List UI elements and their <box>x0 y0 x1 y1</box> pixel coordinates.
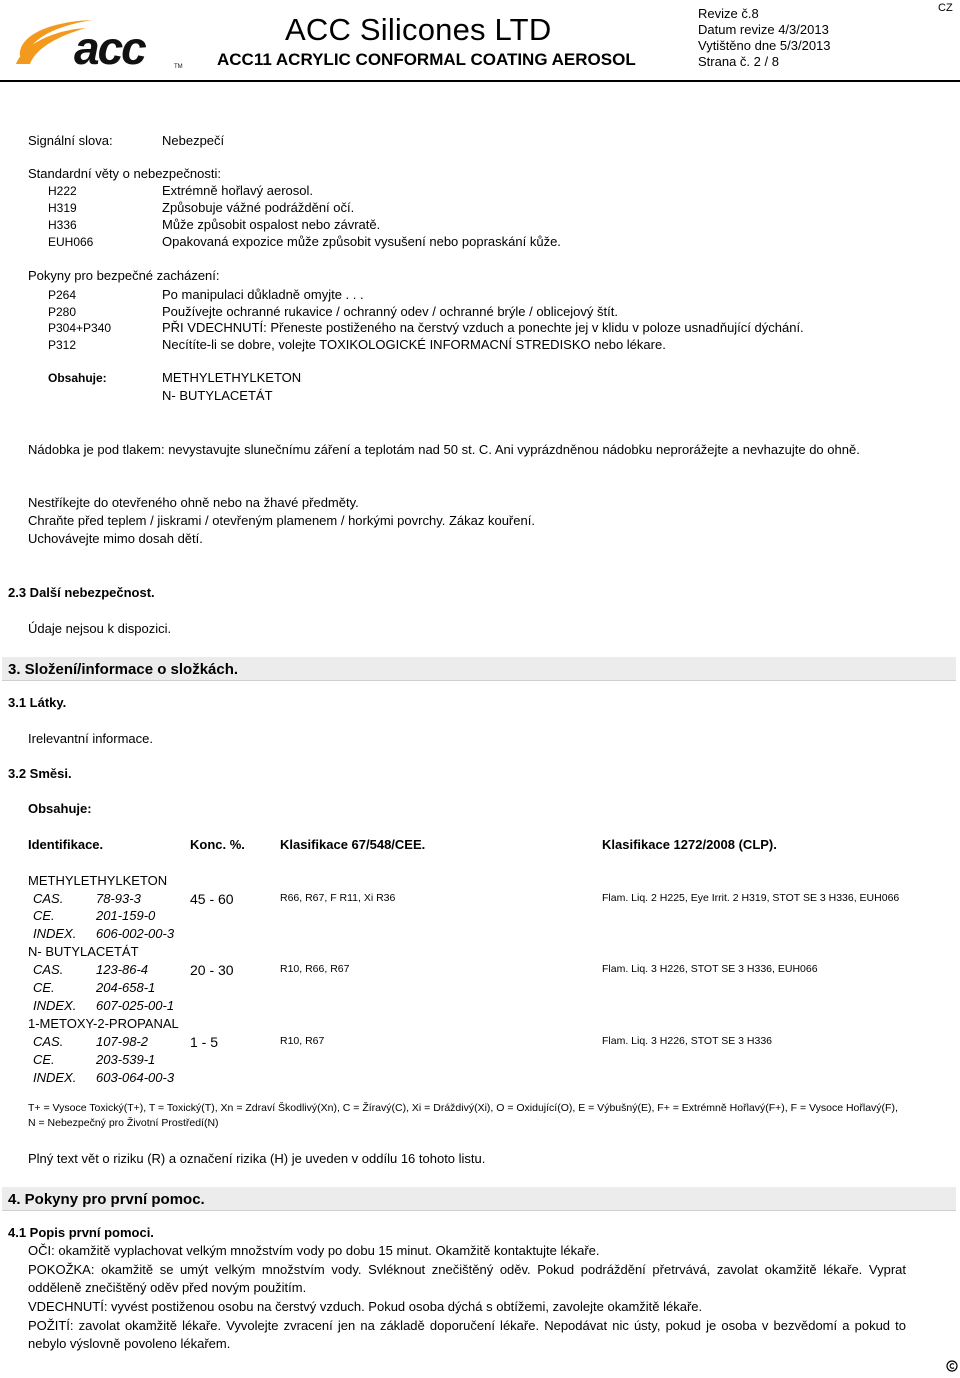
section-4-bar <box>2 1187 956 1211</box>
ce-number: 203-539-1 <box>96 1052 156 1067</box>
hazard-text: Způsobuje vážné podráždění očí. <box>162 200 355 215</box>
classification-clp: Flam. Liq. 3 H226, STOT SE 3 H336 <box>602 1035 773 1047</box>
section-3-title: 3. Složení/informace o složkách. <box>8 661 239 678</box>
hazard-code: H336 <box>48 218 77 232</box>
mixture-contains-label: Obsahuje: <box>28 801 92 816</box>
index-number: 607-025-00-1 <box>96 998 175 1013</box>
precaution-code: P264 <box>48 288 77 302</box>
table-header-clp: Klasifikace 1272/2008 (CLP). <box>602 837 777 852</box>
precaution-text: Necítíte-li se dobre, volejte TOXIKOLOGICKÉ INFORMACNÍ STREDISKO nebo lékare. <box>162 337 666 352</box>
svg-text:TM: TM <box>174 64 183 70</box>
substance-name: N- BUTYLACETÁT <box>28 944 139 959</box>
first-aid-skin: POKOŽKA: okamžitě se umýt velkým množstvím vody. Svléknout znečištěný oděv. Pokud podráždění přetrvává, zavolat okamžitě lékaře. Vyprat odděleně znečištěný oděv před novým použitím. <box>28 1262 906 1295</box>
hazard-heading: Standardní věty o nebezpečnosti: <box>28 166 221 181</box>
classification-clp: Flam. Liq. 2 H225, Eye Irrit. 2 H319, STOT SE 3 H336, EUH066 <box>602 892 900 904</box>
section-3-2-title: 3.2 Směsi. <box>8 766 72 781</box>
concentration: 20 - 30 <box>190 962 234 978</box>
classification-dsd: R10, R66, R67 <box>280 963 350 975</box>
concentration: 45 - 60 <box>190 891 234 907</box>
copyright-icon <box>946 1360 958 1372</box>
index-label: INDEX. <box>33 926 77 941</box>
classification-dsd: R10, R67 <box>280 1035 325 1047</box>
table-header-dsd: Klasifikace 67/548/CEE. <box>280 837 426 852</box>
precaution-code: P280 <box>48 305 77 319</box>
ce-number: 201-159-0 <box>96 908 156 923</box>
substance-name: METHYLETHYLKETON <box>28 873 168 888</box>
precaution-code: P312 <box>48 338 77 352</box>
precaution-text: Po manipulaci důkladně omyjte . . . <box>162 287 364 302</box>
substance-name: 1-METOXY-2-PROPANAL <box>28 1016 179 1031</box>
svg-text:acc: acc <box>74 22 145 72</box>
revision-block <box>698 6 831 70</box>
precaution-text: PŘI VDECHNUTÍ: Přeneste postiženého na čerstvý vzduch a ponechte jej v klidu v poloze usnadňující dýchání. <box>162 320 804 335</box>
hazard-text: Extrémně hořlavý aerosol. <box>162 183 314 198</box>
product-name: ACC11 ACRYLIC CONFORMAL COATING AEROSOL <box>217 50 636 69</box>
hazard-text: Může způsobit ospalost nebo závratě. <box>162 217 381 232</box>
table-header-identification: Identifikace. <box>28 837 104 852</box>
revision-date: Datum revize 4/3/2013 <box>698 22 829 37</box>
section-4-1-title: 4.1 Popis první pomoci. <box>8 1225 154 1240</box>
hazard-code: H222 <box>48 184 77 198</box>
classification-dsd: R66, R67, F R11, Xi R36 <box>280 892 396 904</box>
symbols-legend: T+ = Vysoce Toxický(T+), T = Toxický(T), Xn = Zdraví Škodlivý(Xn), C = Žíravý(C), Xi = Dráždivý(Xi), O = Oxidující(O), E = Výbušný(E), F+ = Extrémně Hořlavý(F+), F = Vysoce Hořlavý(F), N = Nebezpečný pro Životní Prostředí(N) <box>28 1102 898 1129</box>
fulltext-note: Plný text vět o riziku (R) a označení rizika (H) je uveden v oddílu 16 tohoto listu. <box>28 1151 486 1166</box>
ce-label: CE. <box>33 980 55 995</box>
note-line: Chraňte před teplem / jiskrami / otevřeným plamenem / horkými povrchy. Zákaz kouření. <box>28 513 535 528</box>
contains-label: Obsahuje: <box>48 371 107 385</box>
cas-number: 123-86-4 <box>96 962 149 977</box>
signal-label: Signální slova: <box>28 133 113 148</box>
ce-label: CE. <box>33 1052 55 1067</box>
index-number: 603-064-00-3 <box>96 1070 175 1085</box>
cas-number: 107-98-2 <box>96 1034 149 1049</box>
contains-item: METHYLETHYLKETON <box>162 370 302 385</box>
acc-logo <box>14 16 186 72</box>
contains-item: N- BUTYLACETÁT <box>162 388 273 403</box>
table-header-concentration: Konc. %. <box>190 837 245 852</box>
section-3-1-title: 3.1 Látky. <box>8 695 67 710</box>
first-aid-inhalation: VDECHNUTÍ: vyvést postiženou osobu na čerstvý vzduch. Pokud osoba dýchá s obtížemi, zavolejte okamžitě lékaře. <box>28 1299 703 1314</box>
cas-label: CAS. <box>33 1034 64 1049</box>
signal-value: Nebezpečí <box>162 133 225 148</box>
first-aid-eyes: OČI: okamžitě vyplachovat velkým množstvím vody po dobu 15 minut. Okamžitě kontaktujte lékaře. <box>28 1243 600 1258</box>
cas-label: CAS. <box>33 962 64 977</box>
ce-number: 204-658-1 <box>96 980 156 995</box>
pressure-note: Nádobka je pod tlakem: nevystavujte slunečnímu záření a teplotám nad 50 st. C. Ani vyprázdněnou nádobku neprorážejte a nevhazujte do ohně. <box>28 442 860 457</box>
cas-label: CAS. <box>33 891 64 906</box>
page-number: Strana č. 2 / 8 <box>698 54 779 69</box>
section-3-1-text: Irelevantní informace. <box>28 731 154 746</box>
print-date: Vytištěno dne 5/3/2013 <box>698 38 831 53</box>
section-3-bar <box>2 657 956 681</box>
note-line: Nestříkejte do otevřeného ohně nebo na žhavé předměty. <box>28 495 359 510</box>
index-label: INDEX. <box>33 1070 77 1085</box>
section-4-title: 4. Pokyny pro první pomoc. <box>8 1191 205 1208</box>
section-2-3-title: 2.3 Další nebezpečnost. <box>8 585 155 600</box>
ce-label: CE. <box>33 908 55 923</box>
classification-clp: Flam. Liq. 3 H226, STOT SE 3 H336, EUH066 <box>602 963 818 975</box>
index-number: 606-002-00-3 <box>96 926 175 941</box>
company-name: ACC Silicones LTD <box>285 12 552 47</box>
concentration: 1 - 5 <box>190 1034 219 1050</box>
hazard-code: EUH066 <box>48 235 94 249</box>
revision-number: Revize č.8 <box>698 6 759 21</box>
precaution-heading: Pokyny pro bezpečné zacházení: <box>28 268 220 283</box>
section-2-3-text: Údaje nejsou k dispozici. <box>28 621 172 636</box>
index-label: INDEX. <box>33 998 77 1013</box>
hazard-text: Opakovaná expozice může způsobit vysušení nebo popraskání kůže. <box>162 234 561 249</box>
note-line: Uchovávejte mimo dosah dětí. <box>28 531 203 546</box>
precaution-code: P304+P340 <box>48 321 112 335</box>
cas-number: 78-93-3 <box>96 891 141 906</box>
hazard-code: H319 <box>48 201 77 215</box>
first-aid-ingestion: POŽITÍ: zavolat okamžitě lékaře. Vyvolejte zvracení jen na základě doporučení lékaře. Nepodávat nic ústy, pokud je osoba v bezvědomí a pokud to nebylo výslovně povoleno lékařem. <box>28 1318 906 1351</box>
language-code: CZ <box>938 2 953 14</box>
precaution-text: Používejte ochranné rukavice / ochranný odev / ochranné brýle / oblicejový štít. <box>162 304 618 319</box>
document-header <box>0 0 960 82</box>
